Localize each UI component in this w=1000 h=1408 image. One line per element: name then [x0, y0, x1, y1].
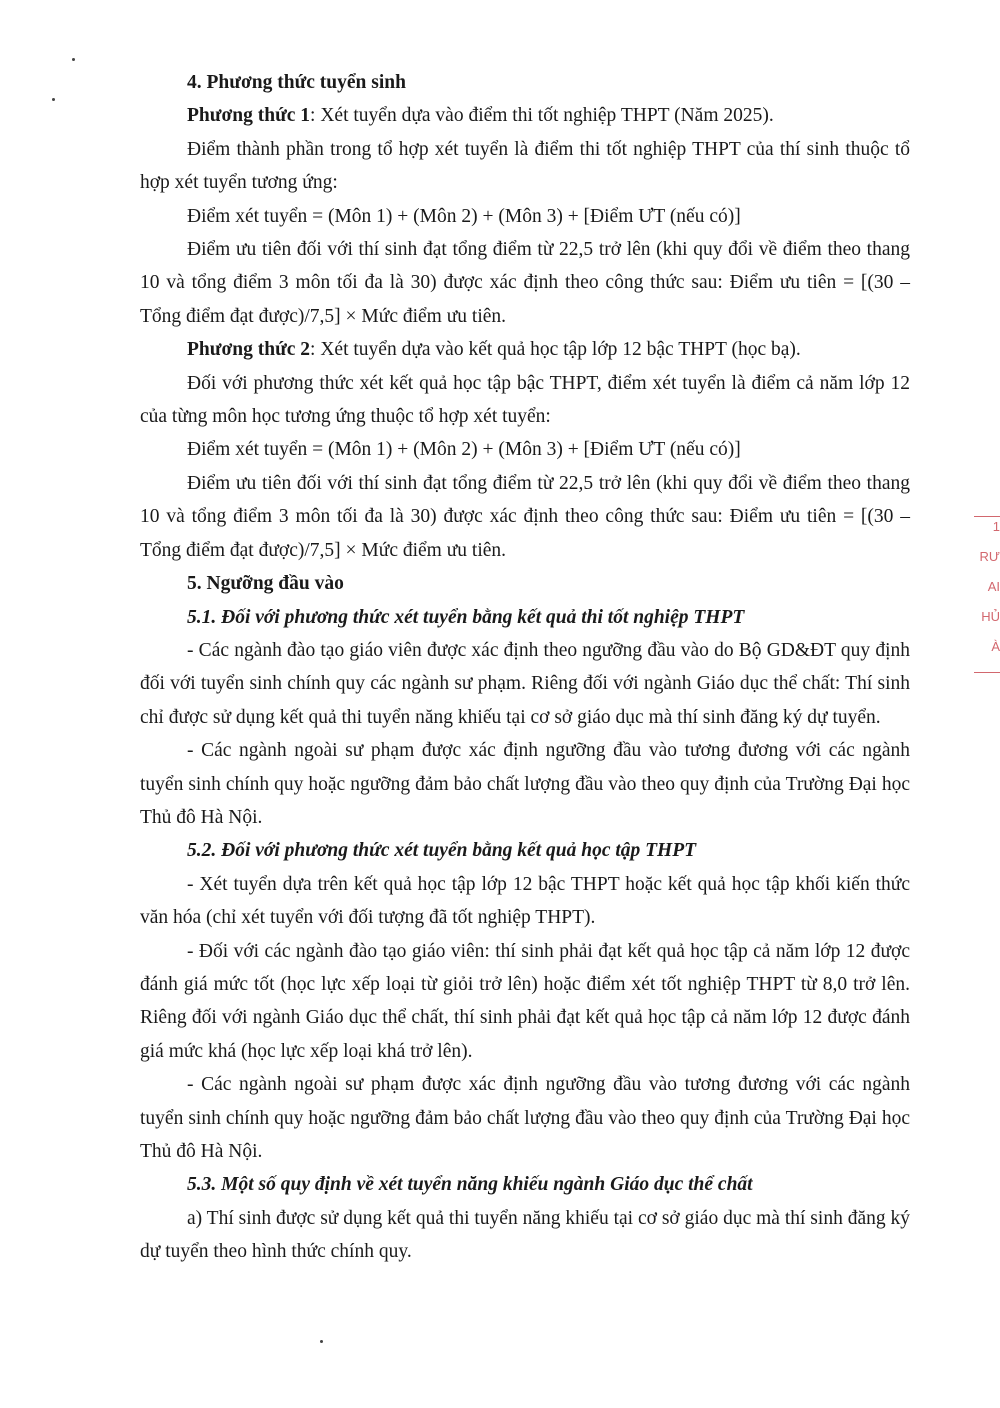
method-1-text: : Xét tuyển dựa vào điểm thi tốt nghiệp THPT (Năm 2025). — [310, 105, 774, 127]
stamp-text-1: 1 — [992, 519, 1000, 534]
method-1-line — [140, 99, 910, 132]
section-5-2-title: 5.2. Đối với phương thức xét tuyển bằng kết quả học tập THPT — [187, 840, 697, 862]
section-5-3-title: 5.3. Một số quy định về xét tuyển năng khiếu ngành Giáo dục thể chất — [187, 1174, 753, 1196]
section-5-1-title: 5.1. Đối với phương thức xét tuyển bằng kết quả thi tốt nghiệp THPT — [187, 606, 745, 628]
section-5-2-paragraph-1: - Xét tuyển dựa trên kết quả học tập lớp 12 bậc THPT hoặc kết quả học tập khối kiến thức văn hóa (chỉ xét tuyển với đối tượng đã tốt nghiệp THPT). — [140, 873, 910, 929]
method-2-paragraph-1: Đối với phương thức xét kết quả học tập bậc THPT, điểm xét tuyển là điểm cả năm lớp 12 của từng môn học tương ứng thuộc tổ hợp xét tuyển: — [140, 372, 910, 428]
section-4-title: 4. Phương thức tuyển sinh — [187, 72, 406, 93]
section-5-1-paragraph-1: - Các ngành đào tạo giáo viên được xác định theo ngưỡng đầu vào do Bộ GD&ĐT quy định đối với tuyển sinh chính quy các ngành sư phạm. Riêng đối với ngành Giáo dục thể chất: Thí sinh chỉ được sử dụng kết quả thi tuyển năng khiếu tại cơ sở giáo dục mà thí sinh đăng ký dự tuyển. — [140, 639, 910, 728]
method-2-paragraph-2: Điểm ưu tiên đối với thí sinh đạt tổng điểm từ 22,5 trở lên (khi quy đổi về điểm theo thang 10 và tổng điểm 3 môn tối đa là 30) được xác định theo công thức sau: Điểm ưu tiên = [(30 – Tổng điểm đạt được)/7,5] × Mức điểm ưu tiên. — [140, 472, 910, 561]
method-1-label: Phương thức 1 — [187, 105, 311, 127]
stamp-text-3: AI — [987, 579, 1000, 594]
method-2-text: : Xét tuyển dựa vào kết quả học tập lớp 12 bậc THPT (học bạ). — [310, 339, 801, 361]
document-page — [140, 66, 910, 1269]
method-2-line — [140, 333, 910, 366]
stamp-text-2: RƯ — [979, 549, 1000, 564]
scan-speck — [72, 58, 75, 61]
stamp-text-4: HỦ — [981, 609, 1000, 624]
scan-speck — [52, 98, 55, 101]
section-5-2-paragraph-3: - Các ngành ngoài sư phạm được xác định ngưỡng đầu vào tương đương với các ngành tuyển sinh chính quy hoặc ngưỡng đảm bảo chất lượng đầu vào theo quy định của Trường Đại học Thủ đô Hà Nội. — [140, 1074, 910, 1162]
method-2-label: Phương thức 2 — [187, 339, 311, 361]
stamp-rule — [974, 672, 1000, 673]
section-5-title: 5. Ngưỡng đầu vào — [187, 573, 344, 595]
method-1-paragraph-1: Điểm thành phần trong tổ hợp xét tuyển là điểm thi tốt nghiệp THPT của thí sinh thuộc tổ hợp xét tuyển tương ứng: — [140, 138, 910, 194]
section-5-1-paragraph-2: - Các ngành ngoài sư phạm được xác định ngưỡng đầu vào tương đương với các ngành tuyển sinh chính quy hoặc ngưỡng đảm bảo chất lượng đầu vào theo quy định của Trường Đại học Thủ đô Hà Nội. — [140, 740, 910, 828]
method-1-formula: Điểm xét tuyển = (Môn 1) + (Môn 2) + (Môn 3) + [Điểm ƯT (nếu có)] — [187, 205, 741, 227]
method-1-paragraph-2: Điểm ưu tiên đối với thí sinh đạt tổng điểm từ 22,5 trở lên (khi quy đổi về điểm theo thang 10 và tổng điểm 3 môn tối đa là 30) được xác định theo công thức sau: Điểm ưu tiên = [(30 – Tổng điểm đạt được)/7,5] × Mức điểm ưu tiên. — [140, 239, 910, 327]
method-2-formula: Điểm xét tuyển = (Môn 1) + (Môn 2) + (Môn 3) + [Điểm ƯT (nếu có)] — [187, 439, 741, 461]
red-stamp-edge — [974, 512, 1000, 682]
section-5-3-paragraph-1: a) Thí sinh được sử dụng kết quả thi tuyển năng khiếu tại cơ sở giáo dục mà thí sinh đăng ký dự tuyển theo hình thức chính quy. — [140, 1207, 910, 1263]
section-5-2-paragraph-2: - Đối với các ngành đào tạo giáo viên: thí sinh phải đạt kết quả học tập cả năm lớp 12 được đánh giá mức tốt (học lực xếp loại từ giỏi trở lên) hoặc điểm xét tốt nghiệp THPT từ 8,0 trở lên. Riêng đối với ngành Giáo dục thể chất, thí sinh phải đạt kết quả học tập cả năm lớp 12 được đánh giá mức khá (học lực xếp loại khá trở lên). — [140, 940, 910, 1062]
stamp-text-5: À — [991, 639, 1000, 654]
stamp-rule — [974, 516, 1000, 517]
scan-speck — [320, 1340, 323, 1343]
